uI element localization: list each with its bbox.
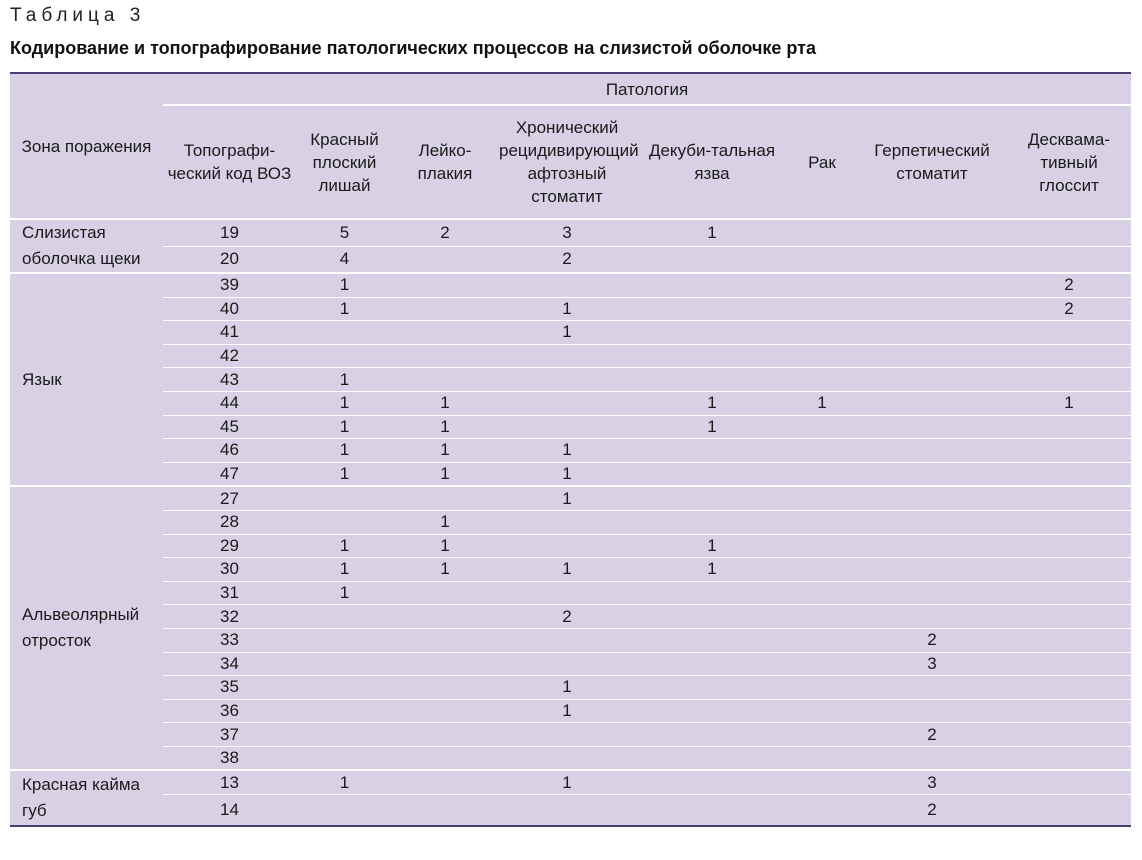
count-cell <box>787 219 857 246</box>
count-cell: 1 <box>296 368 393 392</box>
count-cell <box>497 652 637 676</box>
count-cell: 1 <box>393 391 497 415</box>
count-cell: 1 <box>1007 391 1131 415</box>
count-cell <box>497 344 637 368</box>
count-cell <box>787 699 857 723</box>
code-cell: 42 <box>163 344 296 368</box>
zone-cell: Альвеолярный отросток <box>10 486 163 770</box>
count-cell: 2 <box>1007 273 1131 297</box>
count-cell: 5 <box>296 219 393 246</box>
code-cell: 47 <box>163 462 296 486</box>
count-cell <box>857 273 1007 297</box>
count-cell: 1 <box>296 462 393 486</box>
table-row <box>10 368 1131 392</box>
count-cell <box>787 581 857 605</box>
count-cell: 1 <box>393 558 497 582</box>
code-cell: 40 <box>163 297 296 321</box>
count-cell <box>787 273 857 297</box>
count-cell <box>787 605 857 629</box>
count-cell: 1 <box>497 297 637 321</box>
count-cell <box>637 770 787 794</box>
table-row <box>10 581 1131 605</box>
code-cell: 30 <box>163 558 296 582</box>
code-cell: 38 <box>163 746 296 770</box>
table-row <box>10 246 1131 273</box>
count-cell <box>787 368 857 392</box>
table-grid <box>10 74 1131 825</box>
count-cell <box>1007 676 1131 700</box>
count-cell: 1 <box>497 770 637 794</box>
count-cell <box>1007 246 1131 273</box>
count-cell <box>296 628 393 652</box>
pathology-table <box>10 72 1131 827</box>
count-cell <box>637 723 787 747</box>
count-cell: 1 <box>296 770 393 794</box>
code-cell: 29 <box>163 534 296 558</box>
count-cell <box>497 723 637 747</box>
count-cell <box>497 368 637 392</box>
count-cell <box>787 652 857 676</box>
code-cell: 31 <box>163 581 296 605</box>
count-cell: 1 <box>296 391 393 415</box>
count-cell <box>1007 746 1131 770</box>
count-cell <box>857 391 1007 415</box>
table-row <box>10 652 1131 676</box>
count-cell <box>857 439 1007 463</box>
code-cell: 34 <box>163 652 296 676</box>
count-cell: 1 <box>296 558 393 582</box>
count-cell <box>637 297 787 321</box>
count-cell: 3 <box>497 219 637 246</box>
count-cell <box>1007 723 1131 747</box>
table-row <box>10 534 1131 558</box>
count-cell <box>857 344 1007 368</box>
count-cell: 3 <box>857 770 1007 794</box>
count-cell <box>497 581 637 605</box>
count-cell <box>393 321 497 345</box>
count-cell <box>497 534 637 558</box>
count-cell <box>1007 534 1131 558</box>
count-cell: 2 <box>857 795 1007 826</box>
count-cell <box>787 795 857 826</box>
count-cell <box>296 321 393 345</box>
count-cell <box>857 558 1007 582</box>
table-row <box>10 558 1131 582</box>
code-cell: 37 <box>163 723 296 747</box>
zone-cell: Язык <box>10 273 163 486</box>
col-header-lichen: Красный плоский лишай <box>310 129 379 195</box>
count-cell <box>1007 415 1131 439</box>
zone-group <box>10 273 1131 486</box>
code-cell: 32 <box>163 605 296 629</box>
count-cell <box>1007 699 1131 723</box>
table-row <box>10 795 1131 826</box>
count-cell <box>1007 770 1131 794</box>
count-cell <box>393 723 497 747</box>
table-row <box>10 219 1131 246</box>
col-header-decubital: Декуби-тальная язва <box>648 141 776 183</box>
count-cell <box>497 391 637 415</box>
count-cell <box>787 297 857 321</box>
count-cell <box>857 321 1007 345</box>
count-cell: 1 <box>296 439 393 463</box>
count-cell: 1 <box>497 321 637 345</box>
count-cell <box>393 581 497 605</box>
count-cell <box>1007 368 1131 392</box>
count-cell: 1 <box>637 558 787 582</box>
count-cell <box>787 723 857 747</box>
count-cell: 1 <box>296 297 393 321</box>
count-cell <box>787 415 857 439</box>
count-cell: 2 <box>857 628 1007 652</box>
count-cell <box>497 746 637 770</box>
count-cell <box>787 486 857 510</box>
count-cell <box>1007 219 1131 246</box>
count-cell <box>637 746 787 770</box>
count-cell <box>787 510 857 534</box>
count-cell <box>857 510 1007 534</box>
count-cell <box>787 558 857 582</box>
count-cell: 1 <box>296 415 393 439</box>
count-cell: 1 <box>393 415 497 439</box>
count-cell <box>296 746 393 770</box>
table-row <box>10 439 1131 463</box>
count-cell <box>393 628 497 652</box>
count-cell <box>637 699 787 723</box>
zone-group <box>10 219 1131 273</box>
col-header-herpetic: Герпетический стоматит <box>874 141 990 183</box>
count-cell <box>637 344 787 368</box>
count-cell <box>637 368 787 392</box>
count-cell <box>393 297 497 321</box>
count-cell <box>637 321 787 345</box>
count-cell <box>1007 628 1131 652</box>
col-header-leukoplakia: Лейко-плакия <box>417 141 473 183</box>
code-cell: 20 <box>163 246 296 273</box>
count-cell: 1 <box>637 415 787 439</box>
count-cell <box>787 746 857 770</box>
count-cell <box>393 605 497 629</box>
code-cell: 13 <box>163 770 296 794</box>
count-cell <box>787 676 857 700</box>
count-cell <box>1007 795 1131 826</box>
count-cell <box>296 652 393 676</box>
count-cell: 4 <box>296 246 393 273</box>
count-cell <box>637 628 787 652</box>
table-row <box>10 344 1131 368</box>
table-row <box>10 628 1131 652</box>
col-header-aphthous: Хронический рецидивирующий афтозный стоматит <box>499 118 639 206</box>
count-cell: 1 <box>637 534 787 558</box>
count-cell <box>296 723 393 747</box>
count-cell <box>637 439 787 463</box>
count-cell <box>296 344 393 368</box>
table-row <box>10 297 1131 321</box>
table-row <box>10 321 1131 345</box>
count-cell <box>787 439 857 463</box>
count-cell <box>787 628 857 652</box>
count-cell <box>393 699 497 723</box>
table-row <box>10 391 1131 415</box>
count-cell: 1 <box>393 439 497 463</box>
count-cell <box>857 581 1007 605</box>
count-cell <box>637 462 787 486</box>
count-cell <box>637 652 787 676</box>
count-cell <box>637 486 787 510</box>
count-cell: 2 <box>857 723 1007 747</box>
col-header-cancer: Рак <box>808 152 836 172</box>
code-cell: 27 <box>163 486 296 510</box>
count-cell <box>296 676 393 700</box>
count-cell <box>1007 486 1131 510</box>
count-cell <box>857 368 1007 392</box>
count-cell <box>857 486 1007 510</box>
count-cell: 1 <box>497 676 637 700</box>
table-row <box>10 605 1131 629</box>
count-cell: 2 <box>497 246 637 273</box>
count-cell: 1 <box>393 462 497 486</box>
count-cell <box>637 795 787 826</box>
table-row <box>10 723 1131 747</box>
count-cell <box>637 273 787 297</box>
code-cell: 35 <box>163 676 296 700</box>
count-cell <box>857 462 1007 486</box>
zone-header: Зона поражения <box>21 136 152 156</box>
count-cell: 1 <box>497 558 637 582</box>
count-cell: 2 <box>1007 297 1131 321</box>
count-cell: 1 <box>637 219 787 246</box>
count-cell <box>637 676 787 700</box>
count-cell <box>787 462 857 486</box>
code-cell: 41 <box>163 321 296 345</box>
count-cell <box>393 676 497 700</box>
count-cell <box>1007 605 1131 629</box>
count-cell <box>787 534 857 558</box>
count-cell <box>497 273 637 297</box>
code-cell: 44 <box>163 391 296 415</box>
table-row <box>10 676 1131 700</box>
count-cell <box>637 246 787 273</box>
count-cell <box>393 368 497 392</box>
table-row <box>10 462 1131 486</box>
count-cell <box>1007 510 1131 534</box>
code-cell: 14 <box>163 795 296 826</box>
table-row <box>10 273 1131 297</box>
count-cell: 1 <box>497 439 637 463</box>
code-cell: 43 <box>163 368 296 392</box>
table-row <box>10 486 1131 510</box>
count-cell: 1 <box>296 581 393 605</box>
count-cell <box>393 746 497 770</box>
table-row <box>10 746 1131 770</box>
count-cell: 1 <box>637 391 787 415</box>
count-cell: 3 <box>857 652 1007 676</box>
count-cell: 1 <box>393 534 497 558</box>
count-cell <box>296 795 393 826</box>
count-cell <box>857 676 1007 700</box>
count-cell <box>296 486 393 510</box>
zone-group <box>10 770 1131 825</box>
count-cell <box>393 486 497 510</box>
count-cell <box>296 605 393 629</box>
code-cell: 28 <box>163 510 296 534</box>
count-cell <box>393 652 497 676</box>
count-cell <box>393 770 497 794</box>
count-cell: 2 <box>393 219 497 246</box>
count-cell <box>1007 652 1131 676</box>
zone-cell: Красная кайма губ <box>10 770 163 825</box>
count-cell: 1 <box>393 510 497 534</box>
count-cell <box>393 344 497 368</box>
count-cell <box>857 246 1007 273</box>
table-row <box>10 415 1131 439</box>
count-cell <box>1007 321 1131 345</box>
table-row <box>10 699 1131 723</box>
table-title: Кодирование и топографирование патологических процессов на слизистой оболочке рта <box>10 38 817 58</box>
count-cell: 1 <box>296 273 393 297</box>
count-cell: 1 <box>787 391 857 415</box>
table-row <box>10 510 1131 534</box>
count-cell <box>637 581 787 605</box>
count-cell <box>497 628 637 652</box>
count-cell <box>857 605 1007 629</box>
count-cell <box>857 219 1007 246</box>
count-cell <box>1007 344 1131 368</box>
count-cell: 2 <box>497 605 637 629</box>
count-cell <box>1007 439 1131 463</box>
count-cell <box>1007 558 1131 582</box>
table-caption: Таблица 3 <box>10 5 146 26</box>
count-cell: 1 <box>497 699 637 723</box>
count-cell <box>787 321 857 345</box>
count-cell <box>1007 581 1131 605</box>
count-cell <box>296 699 393 723</box>
count-cell <box>393 273 497 297</box>
count-cell <box>857 699 1007 723</box>
count-cell <box>1007 462 1131 486</box>
table-row <box>10 770 1131 794</box>
code-cell: 19 <box>163 219 296 246</box>
count-cell <box>497 510 637 534</box>
col-header-code: Топографи-ческий код ВОЗ <box>167 141 292 183</box>
count-cell <box>787 770 857 794</box>
count-cell <box>857 534 1007 558</box>
zone-group <box>10 486 1131 770</box>
count-cell: 1 <box>497 486 637 510</box>
col-header-glossitis: Десквама-тивный глоссит <box>1028 129 1111 195</box>
count-cell <box>787 246 857 273</box>
count-cell <box>497 795 637 826</box>
count-cell <box>637 510 787 534</box>
code-cell: 33 <box>163 628 296 652</box>
count-cell <box>787 344 857 368</box>
code-cell: 45 <box>163 415 296 439</box>
count-cell <box>857 746 1007 770</box>
count-cell <box>393 795 497 826</box>
count-cell <box>857 297 1007 321</box>
count-cell: 1 <box>497 462 637 486</box>
count-cell <box>393 246 497 273</box>
count-cell <box>857 415 1007 439</box>
code-cell: 39 <box>163 273 296 297</box>
zone-cell: Слизистая оболочка щеки <box>10 219 163 273</box>
pathology-header: Патология <box>163 74 1131 105</box>
count-cell <box>296 510 393 534</box>
count-cell: 1 <box>296 534 393 558</box>
count-cell <box>497 415 637 439</box>
code-cell: 36 <box>163 699 296 723</box>
count-cell <box>637 605 787 629</box>
code-cell: 46 <box>163 439 296 463</box>
